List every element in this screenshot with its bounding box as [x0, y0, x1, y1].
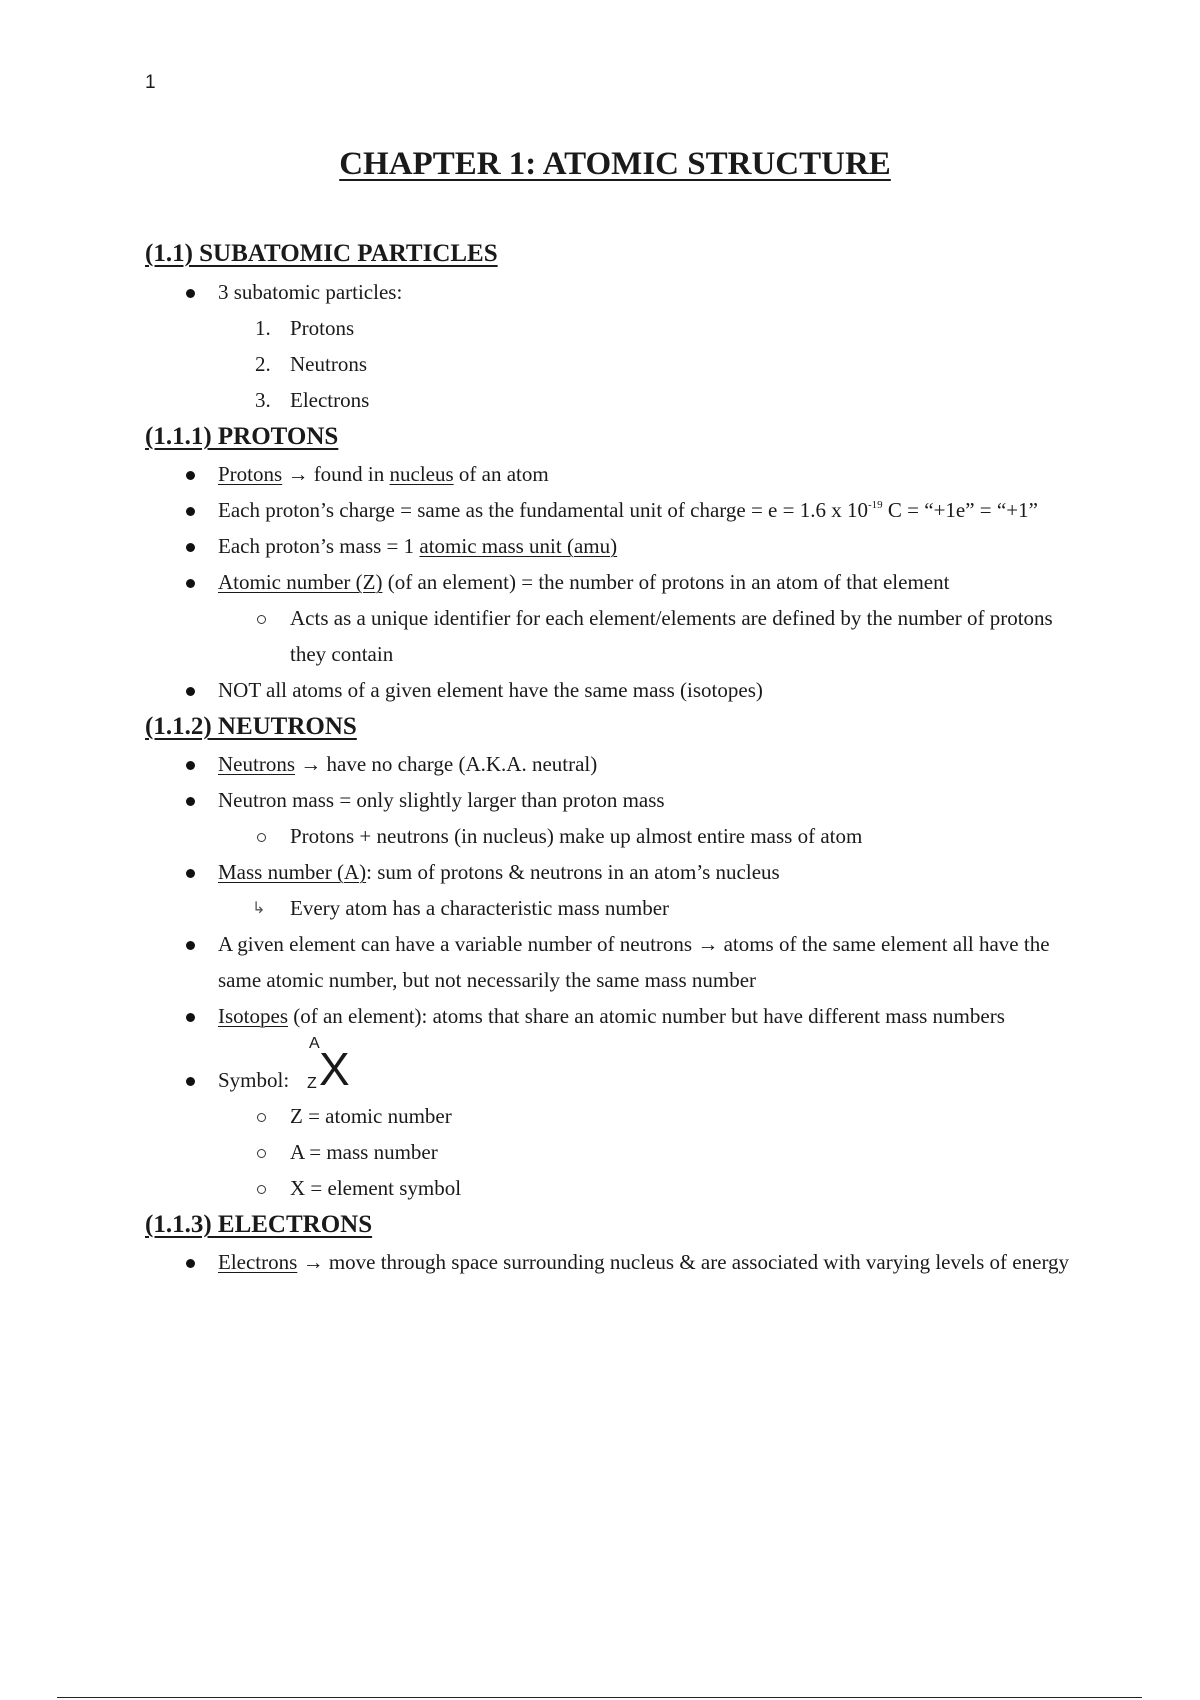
list-item-neutrons: 2. Neutrons — [255, 352, 367, 376]
list-item: Neutron mass = only slightly larger than proton mass — [145, 782, 1085, 818]
list-item: 3 subatomic particles: — [145, 274, 1085, 310]
chapter-title: CHAPTER 1: ATOMIC STRUCTURE — [339, 146, 891, 182]
list-item-protons: 1. Protons — [255, 316, 355, 340]
sub-list-item: Protons + neutrons (in nucleus) make up almost entire mass of atom — [145, 818, 1085, 854]
electrons-list — [145, 1244, 1085, 1280]
list-item: Mass number (A): sum of protons & neutrons in an atom’s nucleus — [145, 854, 1085, 890]
list-item: Atomic number (Z) (of an element) = the number of protons in an atom of that element — [145, 564, 1085, 600]
sub-list-item: Acts as a unique identifier for each element/elements are defined by the number of protons they contain — [145, 600, 1085, 672]
document-body — [145, 234, 1085, 1280]
list-item: Electrons → move through space surrounding nucleus & are associated with varying levels of energy — [145, 1244, 1085, 1280]
sub-list-item: Z = atomic number — [145, 1098, 1085, 1134]
list-item: Each proton’s charge = same as the fundamental unit of charge = e = 1.6 x $10^{-19}$ C = “+1e” = “+1” — [145, 492, 1085, 528]
list-item: A given element can have a variable number of neutrons → atoms of the same element all have the same atomic number, but not necessarily the same mass number — [145, 926, 1085, 998]
page-number: 1 — [145, 72, 156, 93]
neutrons-list — [145, 746, 1085, 1206]
sub-list-item: A = mass number — [145, 1134, 1085, 1170]
section-heading-protons: (1.1.1) PROTONS — [145, 423, 339, 450]
return-arrow-icon: ↳ — [252, 898, 266, 917]
list-item: Neutrons → have no charge (A.K.A. neutral) — [145, 746, 1085, 782]
mass-number-superscript: A — [309, 1035, 320, 1052]
sub-list-item: X = element symbol — [145, 1170, 1085, 1206]
symbol-label: Symbol: — [218, 1068, 290, 1092]
list-item: Protons → found in nucleus of an atom — [145, 456, 1085, 492]
list-item: Isotopes (of an element): atoms that share an atomic number but have different mass numbers — [145, 998, 1085, 1034]
atomic-number-subscript: Z — [307, 1075, 317, 1092]
page-bottom-rule — [57, 1697, 1142, 1698]
list-item: Each proton’s mass = 1 atomic mass unit (amu) — [145, 528, 1085, 564]
section-heading-subatomic: (1.1) SUBATOMIC PARTICLES — [145, 240, 498, 267]
sub-list-item: ↳ Every atom has a characteristic mass number — [145, 890, 1085, 926]
subatomic-list — [145, 274, 1085, 418]
symbol-item — [145, 1034, 1085, 1098]
list-item: NOT all atoms of a given element have the same mass (isotopes) — [145, 672, 1085, 708]
protons-list — [145, 456, 1085, 708]
section-heading-electrons: (1.1.3) ELECTRONS — [145, 1211, 373, 1238]
section-heading-neutrons: (1.1.2) NEUTRONS — [145, 713, 357, 740]
nuclide-symbol — [305, 1034, 365, 1098]
list-item-electrons: 3. Electrons — [255, 388, 370, 412]
element-symbol: X — [319, 1043, 350, 1095]
